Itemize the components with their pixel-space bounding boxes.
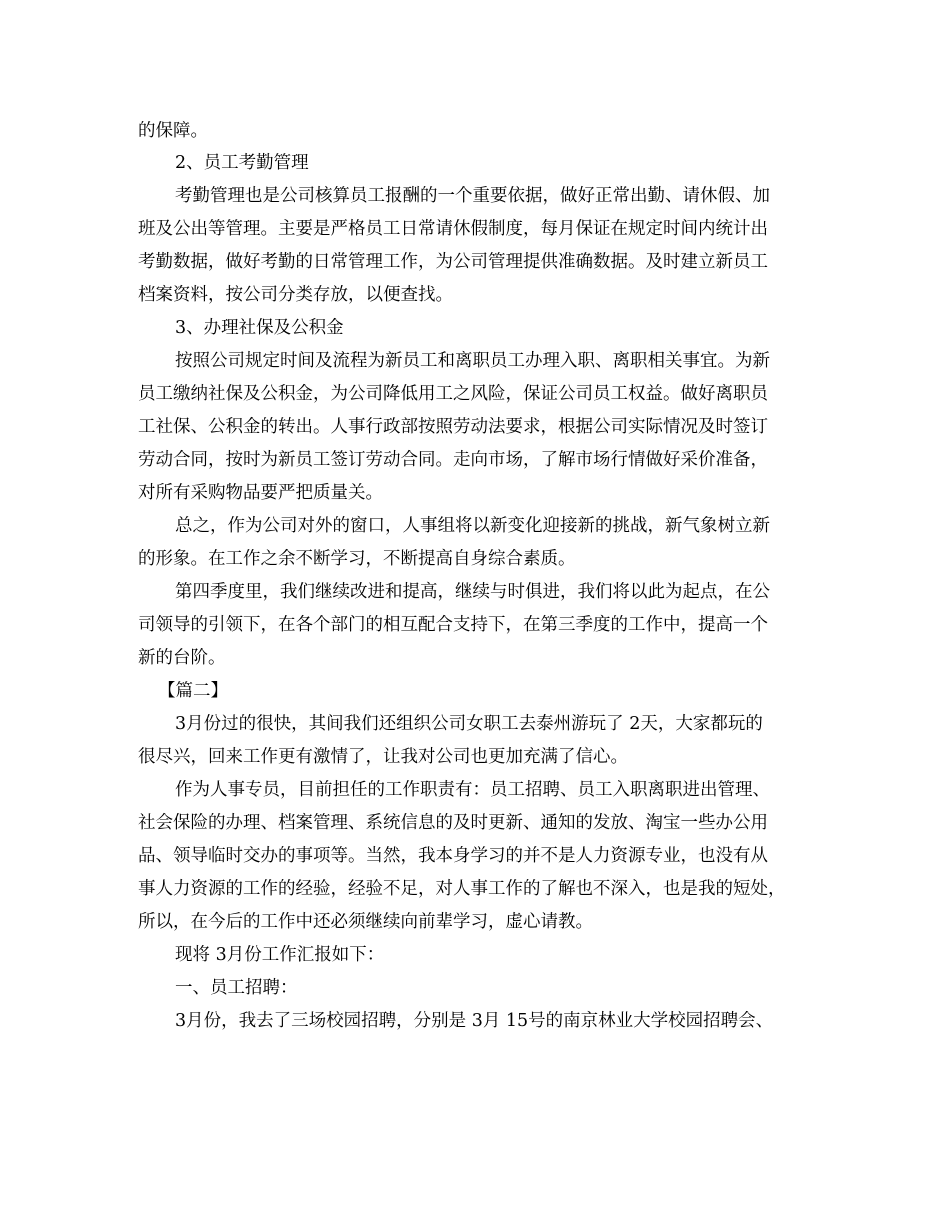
text-line: 3月份过的很快，其间我们还组织公司女职工去泰州游玩了 2天，大家都玩的 bbox=[175, 714, 763, 734]
text-line: 对所有采购物品要严把质量关。 bbox=[138, 483, 383, 503]
section-heading: 3、办理社保及公积金 bbox=[175, 318, 344, 338]
text-line: 作为人事专员，目前担任的工作职责有：员工招聘、员工入职离职进出管理、 bbox=[175, 780, 770, 800]
text-line: 事人力资源的工作的经验，经验不足，对人事工作的了解也不深入，也是我的短处， bbox=[138, 879, 786, 899]
text-line: 的形象。在工作之余不断学习，不断提高自身综合素质。 bbox=[138, 549, 576, 569]
text-line: 很尽兴，回来工作更有激情了，让我对公司也更加充满了信心。 bbox=[138, 747, 628, 767]
text-line: 工社保、公积金的转出。人事行政部按照劳动法要求，根据公司实际情况及时签订 bbox=[138, 417, 768, 437]
text-line: 的保障。 bbox=[138, 121, 208, 141]
text-line: 按照公司规定时间及流程为新员工和离职员工办理入职、离职相关事宜。为新 bbox=[175, 351, 770, 371]
text-line: 总之，作为公司对外的窗口，人事组将以新变化迎接新的挑战，新气象树立新 bbox=[175, 516, 770, 536]
section-heading: 2、员工考勤管理 bbox=[175, 153, 309, 173]
text-line: 现将 3月份工作汇报如下： bbox=[175, 945, 385, 965]
text-line: 3月份，我去了三场校园招聘，分别是 3月 15号的南京林业大学校园招聘会、 bbox=[175, 1011, 774, 1031]
text-line: 考勤管理也是公司核算员工报酬的一个重要依据，做好正常出勤、请休假、加 bbox=[175, 186, 770, 206]
text-line: 考勤数据，做好考勤的日常管理工作，为公司管理提供准确数据。及时建立新员工 bbox=[138, 252, 768, 272]
text-line: 档案资料，按公司分类存放，以便查找。 bbox=[138, 285, 453, 305]
text-line: 员工缴纳社保及公积金，为公司降低用工之风险，保证公司员工权益。做好离职员 bbox=[138, 384, 768, 404]
text-line: 新的台阶。 bbox=[138, 648, 226, 668]
section-heading: 一、员工招聘： bbox=[175, 978, 298, 998]
text-line: 劳动合同，按时为新员工签订劳动合同。走向市场，了解市场行情做好采价准备， bbox=[138, 450, 768, 470]
text-line: 社会保险的办理、档案管理、系统信息的及时更新、通知的发放、淘宝一些办公用 bbox=[138, 813, 768, 833]
text-line: 第四季度里，我们继续改进和提高，继续与时俱进，我们将以此为起点，在公 bbox=[175, 582, 770, 602]
text-line: 班及公出等管理。主要是严格员工日常请休假制度，每月保证在规定时间内统计出 bbox=[138, 219, 768, 239]
text-line: 品、领导临时交办的事项等。当然，我本身学习的并不是人力资源专业，也没有从 bbox=[138, 846, 768, 866]
text-line: 司领导的引领下，在各个部门的相互配合支持下，在第三季度的工作中，提高一个 bbox=[138, 615, 768, 635]
text-line: 所以，在今后的工作中还必须继续向前辈学习，虚心请教。 bbox=[138, 912, 593, 932]
section-heading: 【篇二】 bbox=[158, 681, 228, 701]
